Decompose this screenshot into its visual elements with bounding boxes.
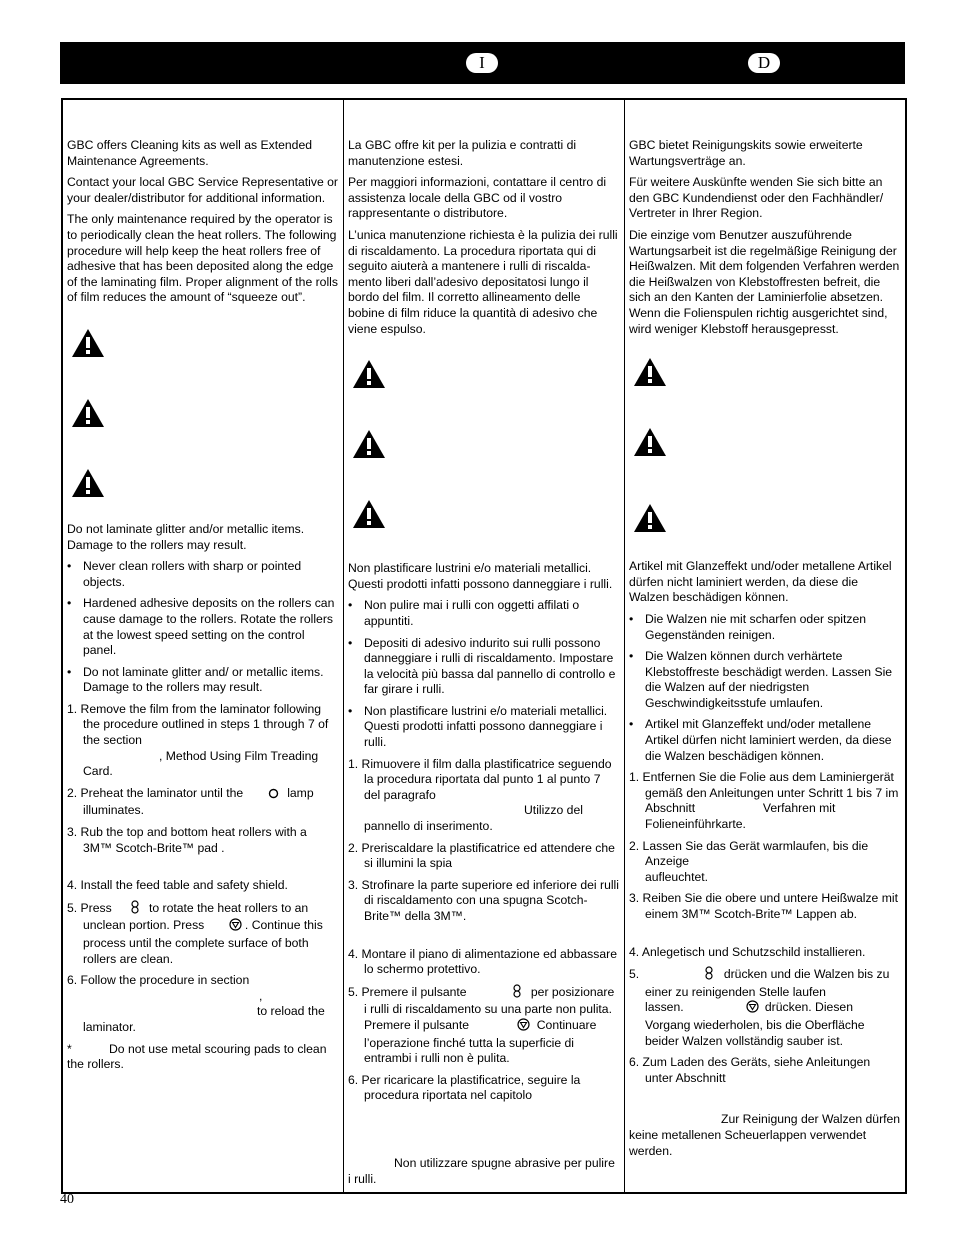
step-1: 1. Remove the film from the laminator following the procedure outlined in steps 1 through 7 of the section , Method Using Film Treading Card.: [67, 701, 329, 779]
paragraph: GBC bietet Reinigungskits sowie erweiterte Wartungsverträge an.: [629, 138, 863, 168]
bullet-list: [67, 559, 339, 696]
step-6: 6. Zum Laden des Geräts, siehe Anleitungen unter Abschnitt: [629, 1055, 871, 1085]
step-6: 6. Per ricaricare la plastificatrice, seguire la procedura riportata nel capitolo: [348, 1072, 581, 1103]
paragraph: L’unica manutenzione richiesta è la pulizia dei rulli di riscaldamento. La procedura riportata qui di seguito aiuterà a mantenere i rulli di riscalda-mento liberi dall’adesivo depositatosi lungo il bordo del film. Il corretto allineamento delle bobine di film riduce la quantità di adesivo che viene espulso.: [348, 227, 618, 336]
paragraph: Per maggiori informazioni, contattare il centro di assistenza locale della GBC od il vostro rappresentante o distributore.: [348, 175, 607, 221]
step-2: 2. Preriscaldare la plastificatrice ed attendere che si illumini la spia: [348, 840, 615, 871]
paragraph: Non plastificare lustrini e/o materiali metallici. Questi prodotti infatti possono danneggiare i rulli.: [348, 561, 613, 591]
note: * Do not use metal scouring pads to clean the rollers.: [67, 1041, 327, 1072]
step-5: 5. Premere il pulsante per posizionare i rulli di riscaldamento su una parte non pulita. Premere il pulsante Continuare l’operazione finché tutta la superficie di entrambi i rulli non è pulita.: [348, 984, 615, 1066]
step-4: 4. Install the feed table and safety shield.: [67, 878, 288, 893]
note: Zur Reinigung der Walzen dürfen keine metallenen Scheuerlappen verwendet werden.: [629, 1112, 901, 1158]
language-tab-d: D: [748, 53, 780, 73]
paragraph: Do not laminate glitter and/or metallic items. Damage to the rollers may result.: [67, 521, 305, 552]
list-item: • Non plastificare lustrini e/o materiali metallici. Questi prodotti infatti possono danneggiare i rulli.: [348, 704, 620, 751]
content-frame: [61, 98, 907, 1194]
page-number: 40: [60, 1192, 74, 1207]
list-item: • Hardened adhesive deposits on the rollers can cause damage to the rollers. Rotate the rollers at the lowest speed setting on the control panel.: [67, 596, 339, 658]
list-item: • Artikel mit Glanzeffekt und/oder metallene Artikel dürfen nicht laminiert werden, da diese die Walzen beschädigen können.: [629, 717, 901, 764]
language-tab-i: I: [466, 53, 498, 73]
warning-icon: [352, 359, 386, 391]
warning-icon: [633, 357, 667, 389]
bullet-list: [348, 598, 620, 750]
paragraph: La GBC offre kit per la pulizia e contratti di manutenzione estesi.: [348, 138, 577, 168]
step-3: 3. Rub the top and bottom heat rollers with a 3M™ Scotch-Brite™ pad .: [67, 825, 307, 855]
column-german: [625, 100, 905, 1192]
column-italian: [344, 100, 625, 1192]
paragraph: Die einzige vom Benutzer auszuführende Wartungsarbeit ist die regelmäßige Reinigung der Heißwalzen. Mit dem folgenden Verfahren werden die Heißwalzen von Klebstoffresten befreit, die sich an den Kanten der Laminierfolie absetzen. Wenn die Folienspulen richtig ausgerichtet sind, wird weniger Klebstoff herausgepresst.: [629, 227, 900, 336]
step-4: 4. Montare il piano di alimentazione ed abbassare lo schermo protettivo.: [348, 946, 617, 977]
list-item: • Die Walzen nie mit scharfen oder spitzen Gegenständen reinigen.: [629, 612, 901, 643]
step-5: 5. drücken und die Walzen bis zu einer zu reinigenden Stelle laufen lassen. drücken. Diesen Vorgang wiederholen, bis die Oberfläche beider Walzen vollständig sauber ist.: [629, 967, 890, 1048]
paragraph: Contact your local GBC Service Representative or your dealer/distributor for additional information.: [67, 175, 338, 205]
warning-icon: [633, 503, 667, 535]
warning-icon: [633, 427, 667, 459]
step-6: 6. Follow the procedure in section , to reload the laminator.: [67, 973, 325, 1034]
warning-icon: [352, 499, 386, 531]
step-3: 3. Reiben Sie die obere und untere Heißwalze mit einem 3M™ Scotch-Brite™ Lappen ab.: [629, 891, 898, 921]
warning-icon: [71, 398, 105, 430]
list-item: • Die Walzen können durch verhärtete Klebstoffreste beschädigt werden. Lassen Sie die Walzen auf der niedrigsten Geschwindigkeitsstufe umlaufen.: [629, 649, 901, 711]
list-item: • Non pulire mai i rulli con oggetti affilati o appuntiti.: [348, 598, 620, 629]
step-1: 1. Entfernen Sie die Folie aus dem Laminiergerät gemäß den Anleitungen unter Schritt 1 bis 7 im Abschnitt Verfahren mit Folieneinführkarte.: [629, 770, 899, 832]
step-1: 1. Rimuovere il film dalla plastificatrice seguendo la procedura riportata dal punto 1 al punto 7 del paragrafo Utilizzo del pannello di inserimento.: [348, 756, 612, 834]
warning-icon: [352, 429, 386, 461]
paragraph: Artikel mit Glanzeffekt und/oder metallene Artikel dürfen nicht laminiert werden, da diese die Walzen beschädigen können.: [629, 559, 892, 605]
step-4: 4. Anlegetisch und Schutzschild installieren.: [629, 944, 866, 959]
step-2: 2. Lassen Sie das Gerät warmlaufen, bis die Anzeige aufleuchtet.: [629, 838, 869, 884]
header-bar: [60, 42, 905, 84]
step-2: 2. Preheat the laminator until the lamp illuminates.: [67, 785, 314, 818]
warning-icon: [71, 328, 105, 360]
bullet-list: [629, 612, 901, 764]
paragraph: Für weitere Auskünfte wenden Sie sich bitte an den GBC Kundendienst oder den Fachhändler/ Vertreter in Ihrer Region.: [629, 175, 884, 221]
note: Non utilizzare spugne abrasive per pulire i rulli.: [348, 1155, 615, 1186]
paragraph: GBC offers Cleaning kits as well as Extended Maintenance Agreements.: [67, 138, 312, 168]
step-5: 5. Press to rotate the heat rollers to an unclean portion. Press . Continue this process until the complete surface of both rollers are clean.: [67, 900, 323, 966]
step-3: 3. Strofinare la parte superiore ed inferiore dei rulli di riscaldamento con una spugna Scotch-Brite™ della 3M™.: [348, 877, 619, 923]
paragraph: The only maintenance required by the operator is to periodically clean the heat rollers. The following procedure will help keep the heat rollers free of adhesive that has been deposited along the edge of the laminating film. Proper alignment of the rolls of film reduces the amount of “squeeze out”.: [67, 212, 338, 305]
column-english: [63, 100, 344, 1192]
list-item: • Depositi di adesivo indurito sui rulli possono danneggiare i rulli di riscaldamento. Impostare la velocità più bassa dal pannello di controllo e far girare i rulli.: [348, 636, 620, 698]
list-item: • Do not laminate glitter and/ or metallic items. Damage to the rollers may result.: [67, 665, 339, 696]
list-item: • Never clean rollers with sharp or pointed objects.: [67, 559, 339, 590]
warning-icon: [71, 468, 105, 500]
